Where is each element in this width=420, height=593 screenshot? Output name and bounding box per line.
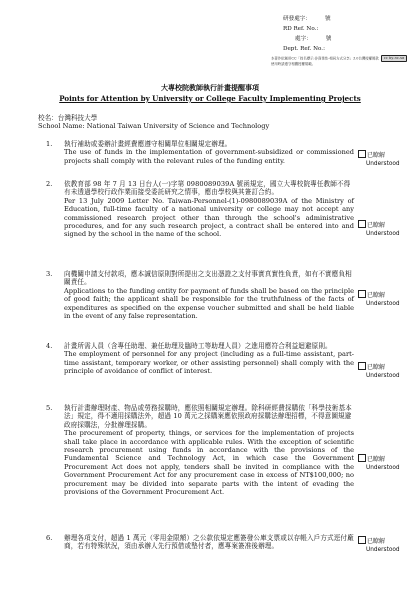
checkbox-label-en: Understood <box>366 373 400 379</box>
checkbox-icon[interactable] <box>358 362 366 370</box>
understood-checkbox[interactable] <box>358 362 418 380</box>
item-text-en: Per 13 July 2009 Letter No. Taiwan-Personnel-(1)-0980089039A of the Ministry of Education, full-time faculty of a national university or college may not accept any commissioned research project other than through the school's administrative procedures, and for any such research project, a contract shall be entered into and signed by the school in the name of the school. <box>64 196 354 239</box>
checkbox-label-zh: 已瞭解 <box>367 538 386 545</box>
license-text-1: 本著作依創用CC「姓名標示-非商業性-相同方式分享」3.0台灣授權條款 <box>271 56 379 61</box>
item-text <box>64 534 354 551</box>
rd-ref-en: RD Ref. No.: <box>283 26 319 32</box>
item-text <box>64 180 354 239</box>
item-text <box>64 140 354 165</box>
item-text <box>64 270 354 320</box>
title-chinese: 大專校院教師執行計畫提醒事項 <box>161 83 259 92</box>
checkbox-icon[interactable] <box>358 454 366 462</box>
understood-checkbox[interactable] <box>358 150 418 168</box>
checkbox-label-en: Understood <box>366 231 400 237</box>
checkbox-label-en: Understood <box>366 301 400 307</box>
item-text-zh: 計畫所需人員（含專任助理、兼任助理及臨時工等助理人員）之進用應符合利益迴避原則。 <box>64 342 332 350</box>
item-text-zh: 向機關申請支付款項，應本誠信原則對所提出之支出憑證之支付事實真實性負責，如有不實應負相關責任。 <box>64 270 352 287</box>
item-text-zh: 依教育部 98 年 7 月 13 日台人(一)字第 0980089039A 號函規定，國立大專校院專任教師不得有未透過學校行政作業而接受委託研究之情事，應由學校與其簽訂合約。 <box>64 180 351 197</box>
understood-checkbox[interactable] <box>358 454 418 472</box>
item-text-en: Applications to the funding entity for payment of funds shall be based on the principle of good faith; the applicant shall be responsible for the truthfulness of the facts of expenditures as specified on the expense voucher submitted and shall be held liable in the event of any false representation. <box>64 286 354 321</box>
checkbox-label-en: Understood <box>366 547 400 553</box>
school-name-english: School Name: National Taiwan University of Science and Technology <box>38 122 270 130</box>
item-number: 3. <box>46 270 53 278</box>
item-number: 2. <box>46 180 53 188</box>
rd-ref-zh: 研發處字： 號 <box>283 16 331 22</box>
checkbox-icon[interactable] <box>358 290 366 298</box>
item-text-zh: 執行計畫辦理財產、物品或勞務採購時，應依照相關規定辦理。除科研經費採購依「科學技術基本法」規定，得不適用採購法外，超過 10 萬元之採購案應依照政府採購法辦理招標，不得意圖規避政府採購法，分批辦理採購。 <box>64 404 352 429</box>
checkbox-label-en: Understood <box>366 161 400 167</box>
item-text-zh: 辦理各項支付，超過 1 萬元（零用金限額）之公款依規定應簽發公庫支票或以存帳入戶方式逕付廠商，若有特殊狀況，須由承辦人先行預借或墊付者，應專案簽准後辦理。 <box>64 534 354 551</box>
title-english: Points for Attention by University or College Faculty Implementing Projects <box>59 94 361 103</box>
school-name-chinese: 校名：台灣科技大學 <box>38 114 98 122</box>
dept-ref-en: Dept. Ref. No.: <box>283 46 325 52</box>
item-text-en: The employment of personnel for any project (including as a full-time assistant, part-time assistant, temporary worker, or other assisting personnel) shall comply with the principle of avoidance of conflict of interest. <box>64 350 354 376</box>
checkbox-label-zh: 已瞭解 <box>367 222 386 229</box>
checkbox-label-en: Understood <box>366 465 400 471</box>
item-text <box>64 404 354 496</box>
reference-number-block <box>255 14 405 54</box>
checkbox-label-zh: 已瞭解 <box>367 456 386 463</box>
item-number: 1. <box>46 140 53 148</box>
item-text-zh: 執行補助或委辦計畫經費應遵守相關單位相關規定辦理。 <box>64 140 232 148</box>
item-text <box>64 342 354 376</box>
understood-checkbox[interactable] <box>358 536 418 554</box>
item-number: 4. <box>46 342 53 350</box>
checkbox-icon[interactable] <box>358 150 366 158</box>
item-number: 5. <box>46 404 53 412</box>
checkbox-label-zh: 已瞭解 <box>367 292 386 299</box>
checkbox-icon[interactable] <box>358 220 366 228</box>
understood-checkbox[interactable] <box>358 220 418 238</box>
item-number: 6. <box>46 534 53 542</box>
item-text-en: The procurement of property, things, or services for the implementation of projects shall take place in accordance with applicable rules. With the exception of scientific research procurement using funds in accordance with the provisions of the Fundamental Science and Technology Act, in which case the Government Procurement Act does not apply, tenders shall be invited in compliance with the Government Procurement Act for any procurement case in excess of NT$100,000; no procurement may be divided into separate parts with the intent of evading the provisions of the Government Procurement Act. <box>64 429 354 497</box>
checkbox-label-zh: 已瞭解 <box>367 364 386 371</box>
license-text-2: 使用時請遵守相關授權規範。 <box>271 62 316 66</box>
item-text-en: The use of funds in the implementation of government-subsidized or commissioned projects shall comply with the relevant rules of the funding entity. <box>64 148 354 165</box>
cc-license-icon: cc by-nc-sa <box>381 55 407 62</box>
checkbox-label-zh: 已瞭解 <box>367 152 386 159</box>
dept-ref-zh: 處字： 號 <box>295 36 332 42</box>
checkbox-icon[interactable] <box>358 536 366 544</box>
license-notice <box>271 55 411 67</box>
understood-checkbox[interactable] <box>358 290 418 308</box>
